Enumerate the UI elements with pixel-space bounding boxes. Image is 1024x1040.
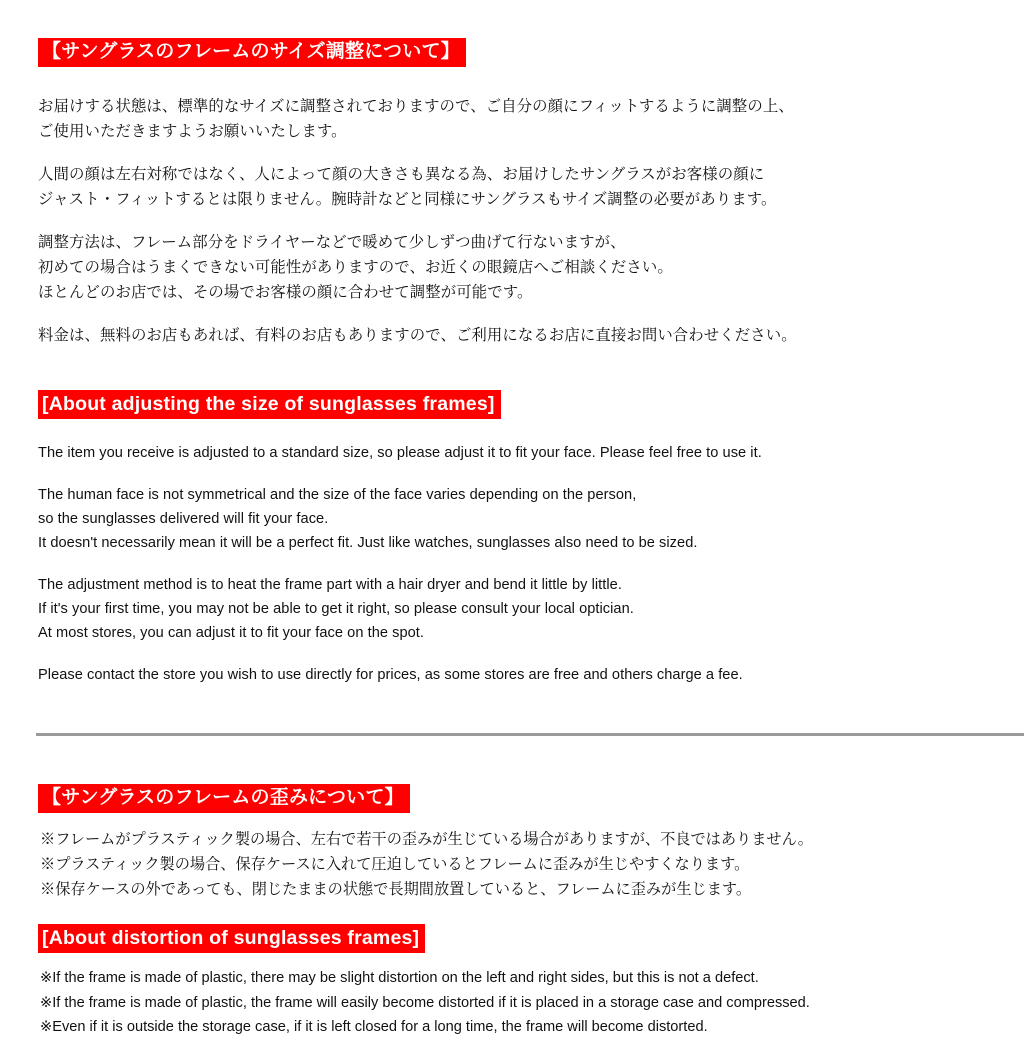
paragraph-line: 初めての場合はうまくできない可能性がありますので、お近くの眼鏡店へご相談ください。 [38,258,673,276]
paragraph-line: ほとんどのお店では、その場でお客様の顔に合わせて調整が可能です。 [38,283,533,301]
paragraph-line: ※保存ケースの外であっても、閉じたままの状態で長期間放置していると、フレームに歪みが生じます。 [40,880,752,898]
paragraph-gap [38,645,990,663]
paragraph-line: 人間の顔は左右対称ではなく、人によって顔の大きさも異なる為、お届けしたサングラスがお客様の顔に [38,165,765,183]
section-distortion [38,784,990,1040]
heading-highlight-en-distortion: [About distortion of sunglasses frames] [38,924,425,953]
section-body-distortion-en [38,966,990,1040]
paragraph-line: ※If the frame is made of plastic, there may be slight distortion on the left and right sides, but this is not a defect. [40,970,759,987]
paragraph-line: so the sunglasses delivered will fit your face. [38,511,329,528]
paragraph-line: The item you receive is adjusted to a standard size, so please adjust it to fit your face. Please feel free to use it. [38,445,762,462]
paragraph-line: ※フレームがプラスティック製の場合、左右で若干の歪みが生じている場合がありますが、不良ではありません。 [40,830,813,848]
paragraph-line: ※プラスティック製の場合、保存ケースに入れて圧迫しているとフレームに歪みが生じやすくなります。 [40,855,750,873]
section-body-size-adjustment-jp [38,94,990,348]
section-heading-distortion-jp [38,784,990,813]
section-heading-distortion-en [38,924,990,953]
section-heading-size-adjustment-en [38,390,990,419]
paragraph-gap [38,465,990,483]
paragraph-line: ※Even if it is outside the storage case, if it is left closed for a long time, the frame will become distorted. [40,1019,708,1036]
paragraph-gap [38,555,990,573]
paragraph-line: The adjustment method is to heat the frame part with a hair dryer and bend it little by little. [38,577,622,594]
paragraph-line: At most stores, you can adjust it to fit your face on the spot. [38,625,425,642]
paragraph-gap [38,305,990,323]
heading-highlight-en: [About adjusting the size of sunglasses frames] [38,390,501,419]
section-body-distortion-jp [38,827,990,902]
paragraph-line: 料金は、無料のお店もあれば、有料のお店もありますので、ご利用になるお店に直接お問い合わせください。 [38,326,797,344]
paragraph-gap [38,144,990,162]
paragraph-line: ジャスト・フィットするとは限りません。腕時計などと同様にサングラスもサイズ調整の必要があります。 [38,190,777,208]
paragraph-gap [38,212,990,230]
paragraph-line: ご使用いただきますようお願いいたします。 [38,122,347,140]
section-heading-size-adjustment-jp [38,38,990,67]
paragraph-line: ※If the frame is made of plastic, the frame will easily become distorted if it is placed in a storage case and compressed. [40,994,810,1011]
section-body-size-adjustment-en [38,441,990,687]
heading-highlight-jp-distortion: 【サングラスのフレームの歪みについて】 [38,784,410,813]
paragraph-line: It doesn't necessarily mean it will be a perfect fit. Just like watches, sunglasses also need to be sized. [38,535,698,552]
paragraph-line: 調整方法は、フレーム部分をドライヤーなどで暖めて少しずつ曲げて行ないますが、 [38,233,626,251]
paragraph-line: The human face is not symmetrical and the size of the face varies depending on the person, [38,487,637,504]
section-divider [36,733,1024,736]
heading-highlight-jp: 【サングラスのフレームのサイズ調整について】 [38,38,466,67]
paragraph-line: お届けする状態は、標準的なサイズに調整されておりますので、ご自分の顔にフィットするように調整の上、 [38,97,794,115]
paragraph-line: If it's your first time, you may not be able to get it right, so please consult your local optician. [38,601,634,618]
paragraph-line: Please contact the store you wish to use directly for prices, as some stores are free and others charge a fee. [38,667,743,684]
